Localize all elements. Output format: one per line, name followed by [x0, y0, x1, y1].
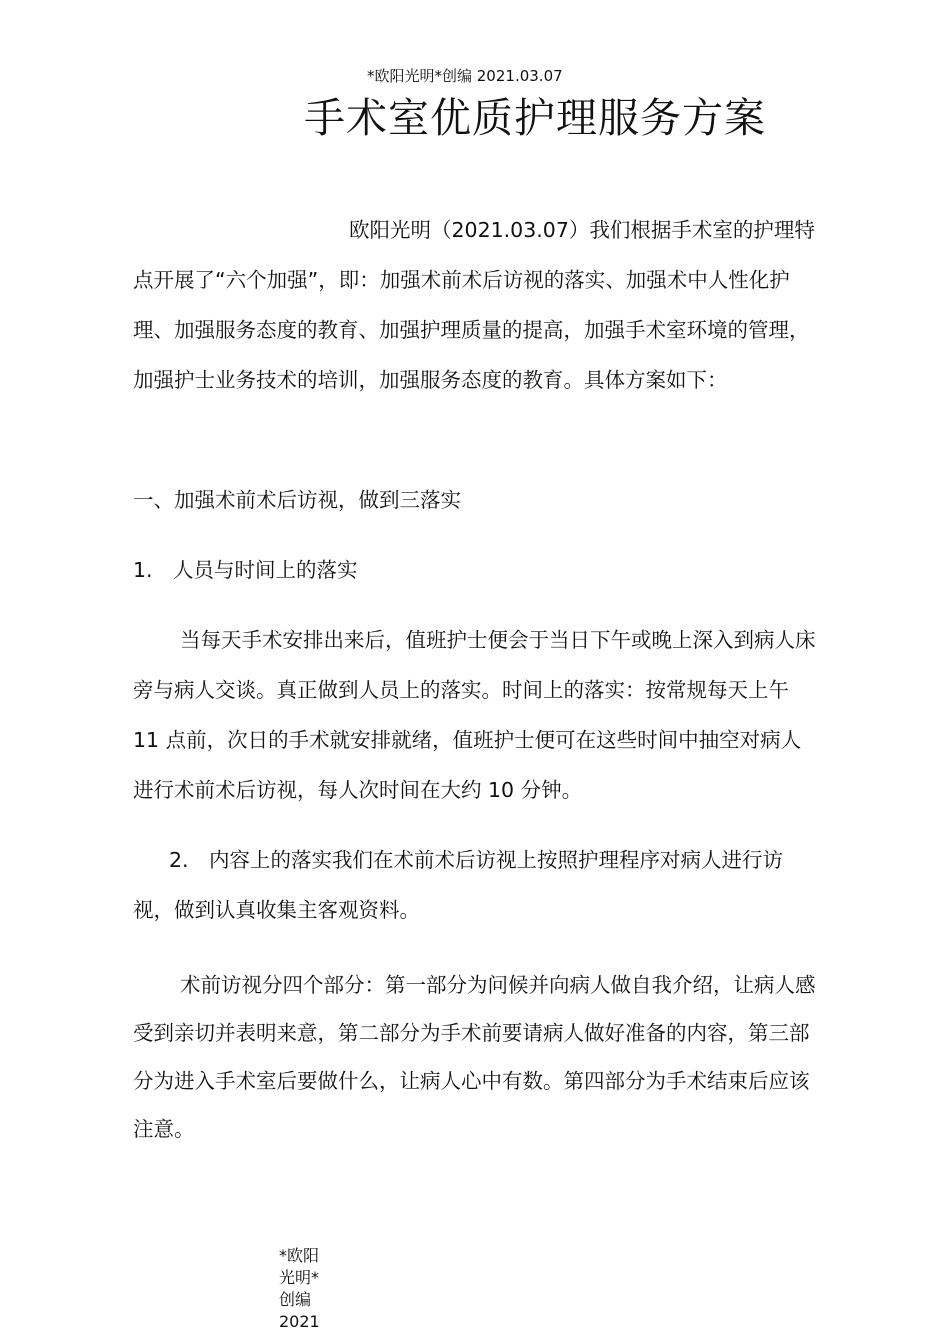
document-title: 手术室优质护理服务方案 [304, 94, 766, 142]
intro-paragraph: 欧阳光明（2021.03.07）我们根据手术室的护理特点开展了“六个加强”，即：加强术前术后访视的落实、加强术中人性化护理、加强服务态度的教育、加强护理质量的提高，加强手术室环境的管理，加强护士业务技术的培训，加强服务态度的教育。具体方案如下： [133, 218, 815, 392]
item-1-paragraph: 当每天手术安排出来后，值班护士便会于当日下午或晚上深入到病人床旁与病人交谈。真正做到人员上的落实。时间上的落实：按常规每天上午 11 点前，次日的手术就安排就绪，值班护士便可在这些时间中抽空对病人进行术前术后访视，每人次时间在大约 10 分钟。 [133, 628, 816, 802]
item-2-paragraph: 2. 内容上的落实我们在术前术后访视上按照护理程序对病人进行访视，做到认真收集主客观资料。 [133, 848, 784, 922]
preop-visit-paragraph: 术前访视分四个部分：第一部分为问候并向病人做自我介绍，让病人感受到亲切并表明来意，第二部分为手术前要请病人做好准备的内容，第三部分为进入手术室后要做什么，让病人心中有数。第四部分为手术结束后应该注意。 [133, 973, 816, 1141]
footer-author-note: *欧阳光明*创编 2021 [279, 1246, 320, 1331]
section-heading: 一、加强术前术后访视，做到三落实 [133, 488, 461, 512]
item-1-heading: 1. 人员与时间上的落实 [133, 558, 358, 582]
header-author-note: *欧阳光明*创编 2021.03.07 [367, 67, 563, 85]
